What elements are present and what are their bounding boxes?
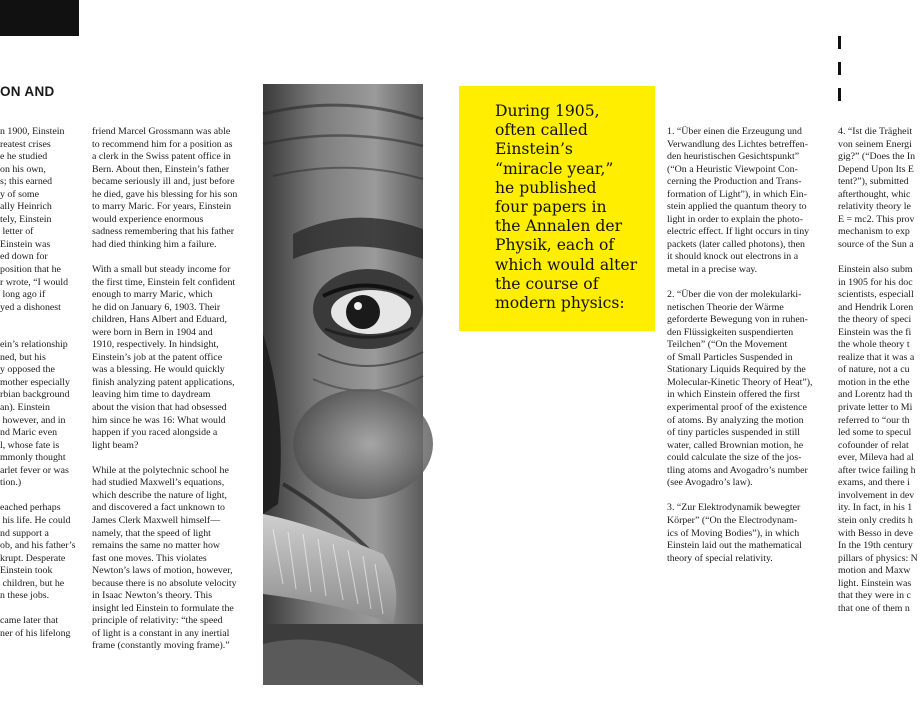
- text-column-1: n 1900, Einstein reatest crises e he studied on his own, s; this earned y of some ally Heinrich tely, Einstein letter of Einstein was ed down for position that he r wrote, “I would long ago if yed a dishonest ein’s relationship ned, but his y opposed the mother especially rbian background an). Einstein however, and in nd Maric even l, whose fate is mmonly thought arlet fever or was tion.) eached perhaps his life. He could nd support a ob, and his father’s krupt. Desperate Einstein took children, but he n these jobs. came later that ner of his lifelong: [0, 126, 76, 639]
- pull-quote-box: [459, 86, 655, 331]
- section-heading-line: ON AND: [0, 84, 55, 99]
- einstein-portrait-photo: [263, 84, 423, 685]
- margin-marker: [838, 88, 841, 101]
- margin-marker: [838, 62, 841, 75]
- text-column-2: friend Marcel Grossmann was able to recommend him for a position as a clerk in the Swiss patent office in Bern. About then, Einstein’s father became seriously ill and, just before he died, gave his blessing for his son to marry Maric. For years, Einstein would experience enormous sadness remembering that his father had died thinking him a failure. With a small but steady income for the first time, Einstein felt confident enough to marry Maric, which he did on January 6, 1903. Their children, Hans Albert and Eduard, were born in Bern in 1904 and 1910, respectively. In hindsight, Einstein’s job at the patent office was a blessing. He would quickly finish analyzing patent applications, leaving him time to daydream about the vision that had obsessed him since he was 16: What would happen if you raced alongside a light beam? While at the polytechnic school he had studied Maxwell’s equations, which describe the nature of light, and discovered a fact unknown to James Clerk Maxwell himself— namely, that the speed of light remains the same no matter how fast one moves. This violates Newton’s laws of motion, however, because there is no absolute velocity in Isaac Newton’s theory. This insight led Einstein to formulate the principle of relativity: “the speed of light is a constant in any inertial frame (constantly moving frame).”: [92, 126, 238, 652]
- margin-marker: [838, 36, 841, 49]
- pull-quote-text: During 1905, often called Einstein’s “miracle year,” he published four papers in the Annalen der Physik, each of which would alter the course of modern physics:: [495, 102, 638, 313]
- black-header-tab: [0, 0, 79, 36]
- text-column-5: 4. “Ist die Trägheit von seinem Energi gig?” (“Does the In Depend Upon Its E tent?”), submitted afterthought, whic relativity theory le E = mc2. This prov mechanism to exp source of the Sun a Einstein also subm in 1905 for his doc scientists, especiall and Hendrik Loren the theory of speci Einstein was the fi the whole theory t realize that it was a of nature, not a cu motion in the ethe and Lorentz had th private letter to Mi referred to “our th led some to specul cofounder of relat ever, Mileva had al after twice failing h exams, and there i involvement in dev ity. In fact, in his 1 stein only credits h with Besso in deve In the 19th century pillars of physics: N motion and Maxw light. Einstein was that they were in c that one of them n: [838, 126, 918, 614]
- section-heading: [0, 83, 80, 101]
- text-column-4: 1. “Über einen die Erzeugung und Verwandlung des Lichtes betreffen- den heuristischen Gesichtspunkt” (“On a Heuristic Viewpoint Con- cerning the Production and Trans- formation of Light”), in which Ein- stein applied the quantum theory to light in order to explain the photo- electric effect. If light occurs in tiny packets (later called photons), then it should knock out electrons in a metal in a precise way. 2. “Über die von der molekularki- netischen Theorie der Wärme geforderte Bewegung von in ruhen- den Flüssigkeiten suspendierten Teilchen” (“On the Movement of Small Particles Suspended in Stationary Liquids Required by the Molecular-Kinetic Theory of Heat”), in which Einstein offered the first experimental proof of the existence of atoms. By analyzing the motion of tiny particles suspended in still water, called Brownian motion, he could calculate the size of the jos- tling atoms and Avogadro’s number (see Avogadro’s law). 3. “Zur Elektrodynamik bewegter Körper” (“On the Electrodynam- ics of Moving Bodies”), in which Einstein laid out the mathematical theory of special relativity.: [667, 126, 813, 564]
